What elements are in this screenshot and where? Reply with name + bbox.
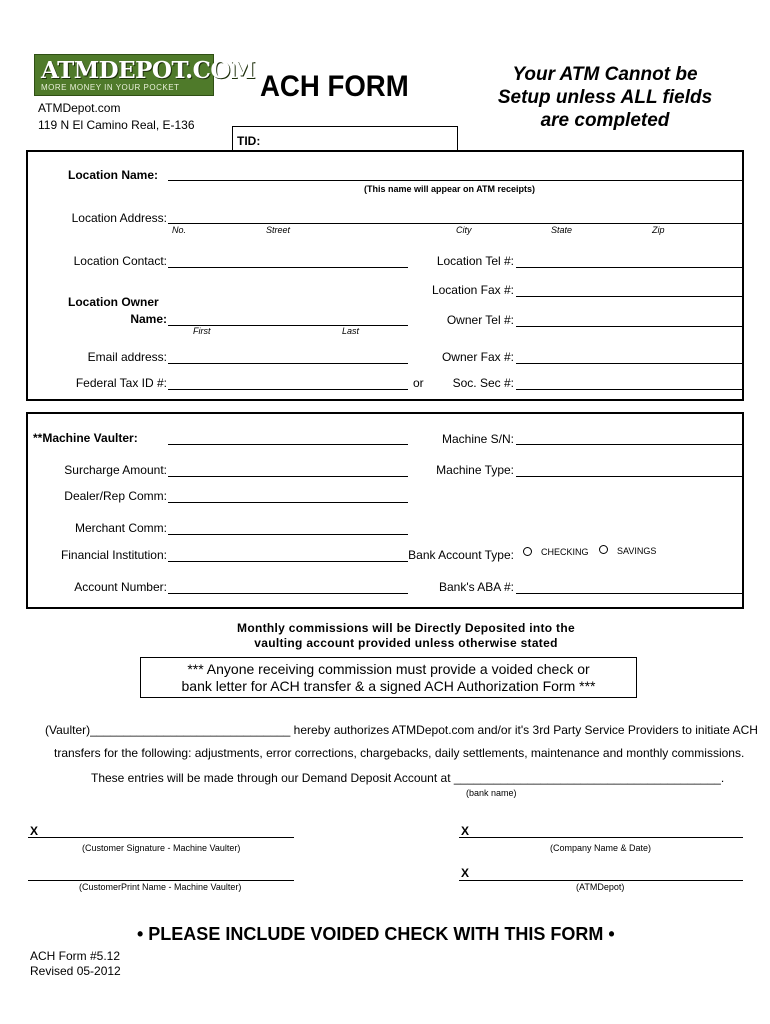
form-revision: Revised 05-2012: [30, 964, 121, 978]
form-title: ACH FORM: [260, 70, 409, 103]
account-number-input[interactable]: [168, 593, 408, 594]
location-name-input[interactable]: [168, 180, 742, 181]
address-part-city: City: [456, 225, 472, 235]
savings-radio[interactable]: [599, 545, 608, 554]
authorization-line-2: transfers for the following: adjustments, error corrections, chargebacks, daily settlements, maintenance and monthly commissions.: [54, 746, 745, 760]
account-number-label: Account Number:: [74, 580, 167, 594]
checking-radio[interactable]: [523, 547, 532, 556]
notice-line: *** Anyone receiving commission must provide a voided check or: [187, 661, 590, 677]
company-date-x: X: [461, 824, 470, 838]
authorization-line-3: These entries will be made through our Demand Deposit Account at ________________________________________.: [91, 771, 725, 785]
atmdepot-signature-input[interactable]: [459, 880, 743, 881]
bank-account-type-label: Bank Account Type:: [408, 548, 514, 562]
tax-id-input[interactable]: [168, 389, 408, 390]
tid-label: TID:: [237, 134, 261, 148]
authorization-line-1: (Vaulter)______________________________ hereby authorizes ATMDepot.com and/or it's 3rd Party Service Providers to initiate ACH: [45, 723, 758, 737]
bank-name-note: (bank name): [466, 788, 517, 798]
savings-label: SAVINGS: [617, 546, 657, 556]
location-address-label: Location Address:: [71, 211, 167, 225]
dealer-comm-label: Dealer/Rep Comm:: [64, 489, 167, 503]
company-date-caption: (Company Name & Date): [550, 843, 652, 853]
location-name-note: (This name will appear on ATM receipts): [364, 184, 536, 194]
tax-id-label: Federal Tax ID #:: [75, 376, 167, 390]
owner-tel-input[interactable]: [516, 326, 742, 327]
checking-label: CHECKING: [541, 547, 589, 557]
machine-type-input[interactable]: [516, 476, 742, 477]
location-fax-label: Location Fax #:: [431, 283, 514, 297]
or-label: or: [413, 376, 424, 390]
aba-input[interactable]: [516, 593, 742, 594]
location-address-input[interactable]: [168, 223, 742, 224]
financial-institution-input[interactable]: [168, 561, 408, 562]
customer-print-input[interactable]: [28, 880, 294, 881]
email-label: Email address:: [87, 350, 167, 364]
location-contact-label: Location Contact:: [73, 254, 167, 268]
atmdepot-caption: (ATMDepot): [576, 882, 625, 892]
form-number: ACH Form #5.12: [30, 949, 121, 963]
warning-line: are completed: [540, 110, 670, 131]
address-part-no: No.: [172, 225, 187, 235]
logo-brand: ATMDEPOT.COM: [41, 57, 255, 84]
owner-name-label: Name:: [130, 312, 167, 326]
merchant-comm-input[interactable]: [168, 534, 408, 535]
surcharge-input[interactable]: [168, 476, 408, 477]
surcharge-label: Surcharge Amount:: [64, 463, 167, 477]
location-tel-label: Location Tel #:: [436, 254, 514, 268]
customer-print-caption: (CustomerPrint Name - Machine Vaulter): [79, 882, 242, 892]
customer-signature-input[interactable]: [28, 837, 294, 838]
company-logo: [34, 54, 255, 96]
commission-line: Monthly commissions will be Directly Deposited into the: [237, 621, 575, 635]
machine-vaulter-input[interactable]: [168, 444, 408, 445]
customer-signature-x: X: [30, 824, 39, 838]
aba-label: Bank's ABA #:: [438, 580, 514, 594]
warning-line: Setup unless ALL fields: [497, 87, 713, 108]
owner-last-note: Last: [342, 326, 360, 336]
setup-warning: [480, 63, 730, 132]
company-name: ATMDepot.com: [38, 101, 121, 115]
email-input[interactable]: [168, 363, 408, 364]
notice-line: bank letter for ACH transfer & a signed ACH Authorization Form ***: [181, 678, 596, 694]
financial-institution-label: Financial Institution:: [60, 548, 167, 562]
warning-line: Your ATM Cannot be: [512, 64, 698, 85]
atmdepot-x: X: [461, 866, 470, 880]
address-part-zip: Zip: [652, 225, 665, 235]
owner-first-note: First: [193, 326, 211, 336]
voided-check-banner: • PLEASE INCLUDE VOIDED CHECK WITH THIS FORM •: [137, 924, 615, 944]
company-address: 119 N El Camino Real, E-136: [38, 118, 195, 132]
merchant-comm-label: Merchant Comm:: [74, 521, 167, 535]
address-part-street: Street: [266, 225, 291, 235]
commission-text: [0, 621, 770, 651]
tid-field[interactable]: [232, 126, 458, 150]
location-name-label: Location Name:: [68, 168, 159, 182]
machine-type-label: Machine Type:: [436, 463, 514, 477]
location-tel-input[interactable]: [516, 267, 742, 268]
ssn-label: Soc. Sec #:: [452, 376, 514, 390]
customer-signature-caption: (Customer Signature - Machine Vaulter): [82, 843, 241, 853]
company-date-input[interactable]: [459, 837, 743, 838]
address-part-state: State: [551, 225, 573, 235]
commission-line: vaulting account provided unless otherwise stated: [254, 636, 558, 650]
voided-check-notice: [140, 657, 637, 698]
ssn-input[interactable]: [516, 389, 742, 390]
machine-sn-label: Machine S/N:: [441, 432, 514, 446]
logo-tagline: MORE MONEY IN YOUR POCKET: [41, 83, 180, 92]
machine-sn-input[interactable]: [516, 444, 742, 445]
location-owner-label: Location Owner: [68, 295, 159, 309]
owner-fax-label: Owner Fax #:: [441, 350, 514, 364]
owner-tel-label: Owner Tel #:: [446, 313, 514, 327]
machine-vaulter-label: **Machine Vaulter:: [33, 431, 138, 445]
location-contact-input[interactable]: [168, 267, 408, 268]
location-fax-input[interactable]: [516, 296, 742, 297]
owner-fax-input[interactable]: [516, 363, 742, 364]
dealer-comm-input[interactable]: [168, 502, 408, 503]
